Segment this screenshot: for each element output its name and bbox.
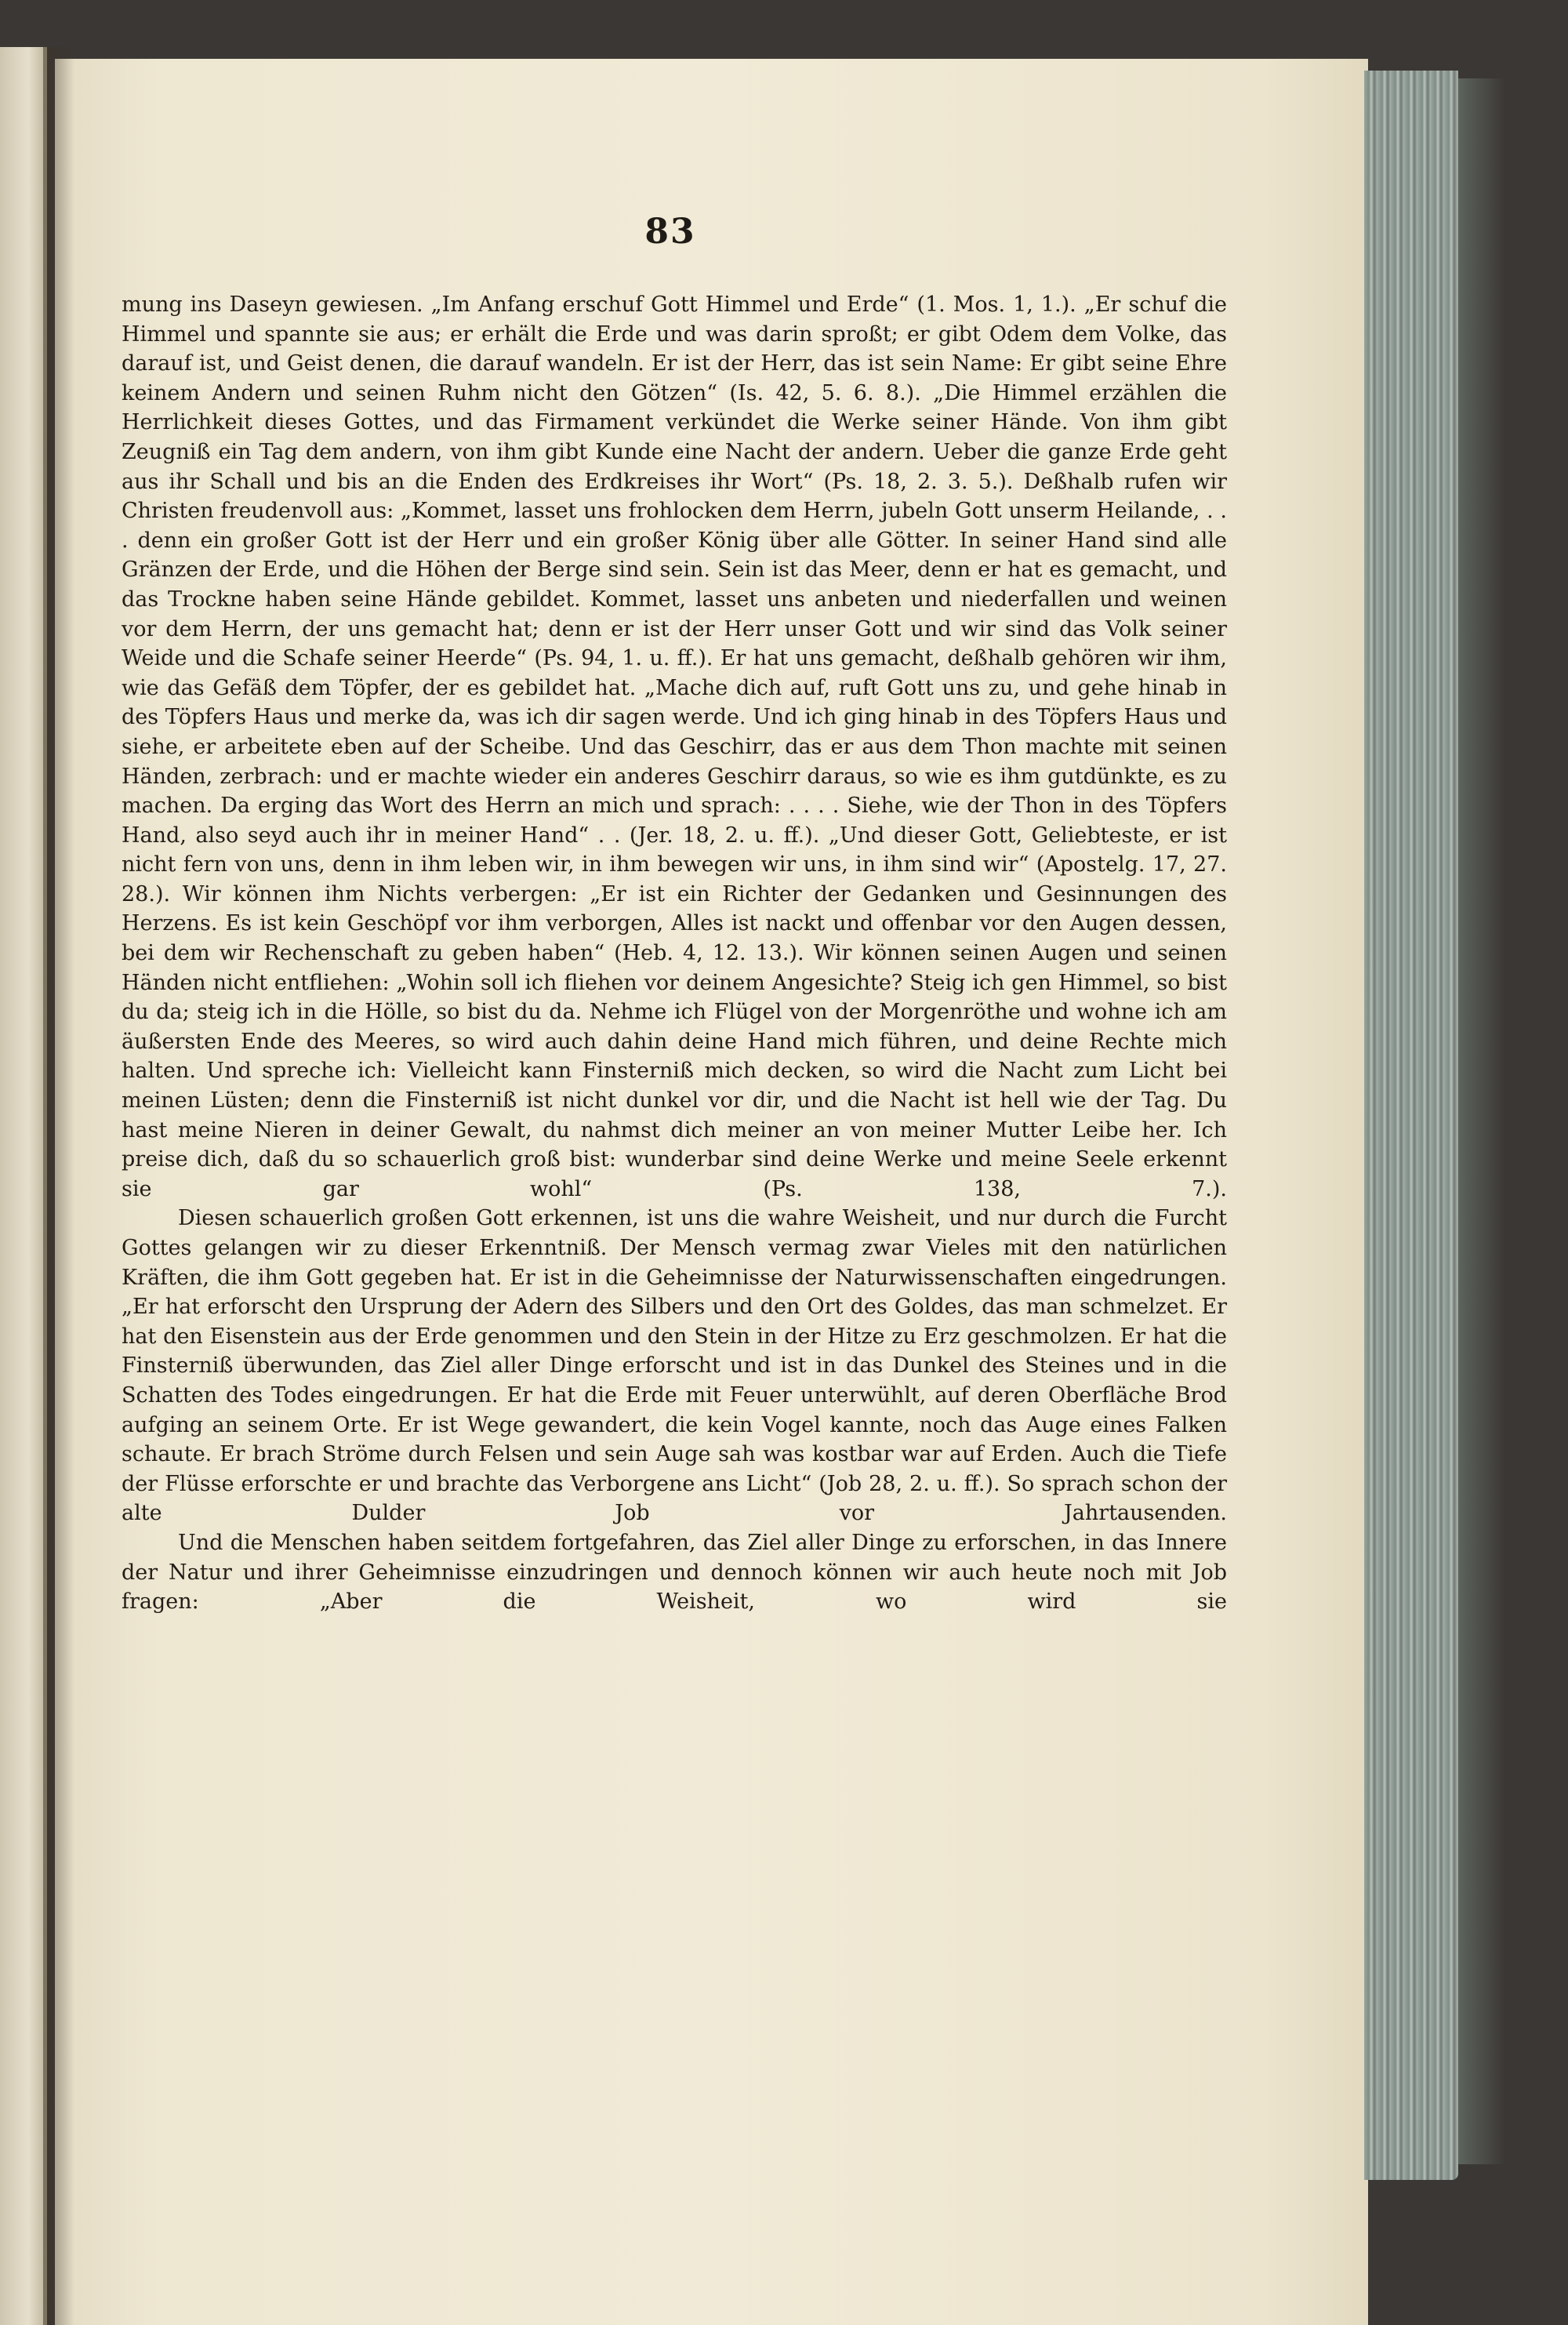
page-number: 83 — [644, 212, 696, 252]
book-gutter-shadow — [43, 47, 74, 2325]
page-stack-edges — [1364, 71, 1458, 2180]
paragraph-3: Und die Menschen haben seitdem fortgefahren, das Ziel aller Dinge zu erforschen, in das Innere der Natur und ihrer Geheimnisse einzudringen und dennoch können wir auch heute noch mit Job fragen: „Aber die Weisheit, wo wird sie — [122, 1530, 1227, 1615]
paragraph-1: mung ins Daseyn gewiesen. „Im Anfang erschuf Gott Himmel und Erde“ (1. Mos. 1, 1.). „Er schuf die Himmel und spannte sie aus; er erhält die Erde und was darin sproßt; er gibt Odem dem Volke, das darauf ist, und Geist denen, die darauf wandeln. Er ist der Herr, das ist sein Name: Er gibt seine Ehre keinem Andern und seinen Ruhm nicht den Götzen“ (Is. 42, 5. 6. 8.). „Die Himmel erzählen die Herrlichkeit dieses Gottes, und das Firmament verkündet die Werke seiner Hände. Von ihm gibt Zeugniß ein Tag dem andern, von ihm gibt Kunde eine Nacht der andern. Ueber die ganze Erde geht aus ihr Schall und bis an die Enden des Erdkreises ihr Wort“ (Ps. 18, 2. 3. 5.). Deßhalb rufen wir Christen freudenvoll aus: „Kommet, lasset uns frohlocken dem Herrn, jubeln Gott unserm Heilande, . . . denn ein großer Gott ist der Herr und ein großer König über alle Götter. In seiner Hand sind alle Gränzen der Erde, und die Höhen der Berge sind sein. Sein ist das Meer, denn er hat es gemacht, und das Trockne haben seine Hände gebildet. Kommet, lasset uns anbeten und niederfallen und weinen vor dem Herrn, der uns gemacht hat; denn er ist der Herr unser Gott und wir sind das Volk seiner Weide und die Schafe seiner Heerde“ (Ps. 94, 1. u. ff.). Er hat uns gemacht, deßhalb gehören wir ihm, wie das Gefäß dem Töpfer, der es gebildet hat. „Mache dich auf, ruft Gott uns zu, und gehe hinab in des Töpfers Haus und merke da, was ich dir sagen werde. Und ich ging hinab in des Töpfers Haus und siehe, er arbeitete eben auf der Scheibe. Und das Geschirr, das er aus dem Thon machte mit seinen Händen, zerbrach: und er machte wieder ein anderes Geschirr daraus, so wie es ihm gutdünkte, es zu machen. Da erging das Wort des Herrn an mich und sprach: . . . . Siehe, wie der Thon in des Töpfers Hand, also seyd auch ihr in meiner Hand“ . . (Jer. 18, 2. u. ff.). „Und dieser Gott, Geliebteste, er ist nicht fern von uns, denn in ihm leben wir, in ihm bewegen wir uns, in ihm sind wir“ (Apostelg. 17, 27. 28.). Wir können ihm Nichts verbergen: „Er ist ein Richter der Gedanken und Gesinnungen des Herzens. Es ist kein Geschöpf vor ihm verborgen, Alles ist nackt und offenbar vor den Augen dessen, bei dem wir Rechenschaft zu geben haben“ (Heb. 4, 12. 13.). Wir können seinen Augen und seinen Händen nicht entfliehen: „Wohin soll ich fliehen vor deinem Angesichte? Steig ich gen Himmel, so bist du da; steig ich in die Hölle, so bist du da. Nehme ich Flügel von der Morgenröthe und wohne ich am äußersten Ende des Meeres, so wird auch dahin deine Hand mich führen, und deine Rechte mich halten. Und spreche ich: Vielleicht kann Finsterniß mich decken, so wird die Nacht zum Licht bei meinen Lüsten; denn die Finsterniß ist nicht dunkel vor dir, und die Nacht ist hell wie der Tag. Du hast meine Nieren in deiner Gewalt, du nahmst dich meiner an von meiner Mutter Leibe her. Ich preise dich, daß du so schauerlich groß bist: wunderbar sind deine Werke und meine Seele erkennt sie gar wohl“ (Ps. 138, 7.). — [122, 292, 1227, 1201]
page-stack-shadow — [1458, 78, 1505, 2164]
body-text — [122, 290, 1227, 1617]
facing-page-edge — [0, 47, 47, 2325]
paragraph-2: Diesen schauerlich großen Gott erkennen, ist uns die wahre Weisheit, und nur durch die Furcht Gottes gelangen wir zu dieser Erkenntniß. Der Mensch vermag zwar Vieles mit den natürlichen Kräften, die ihm Gott gegeben hat. Er ist in die Geheimnisse der Naturwissenschaften eingedrungen. „Er hat erforscht den Ursprung der Adern des Silbers und den Ort des Goldes, das man schmelzet. Er hat den Eisenstein aus der Erde genommen und den Stein in der Hitze zu Erz geschmolzen. Er hat die Finsterniß überwunden, das Ziel aller Dinge erforscht und ist in das Dunkel des Steines und in die Schatten des Todes eingedrungen. Er hat die Erde mit Feuer unterwühlt, auf deren Oberfläche Brod aufging an seinem Orte. Er ist Wege gewandert, die kein Vogel kannte, noch das Auge eines Falken schaute. Er brach Ströme durch Felsen und sein Auge sah was kostbar war auf Erden. Auch die Tiefe der Flüsse erforschte er und brachte das Verborgene ans Licht“ (Job 28, 2. u. ff.). So sprach schon der alte Dulder Job vor Jahrtausenden. — [122, 1206, 1227, 1526]
